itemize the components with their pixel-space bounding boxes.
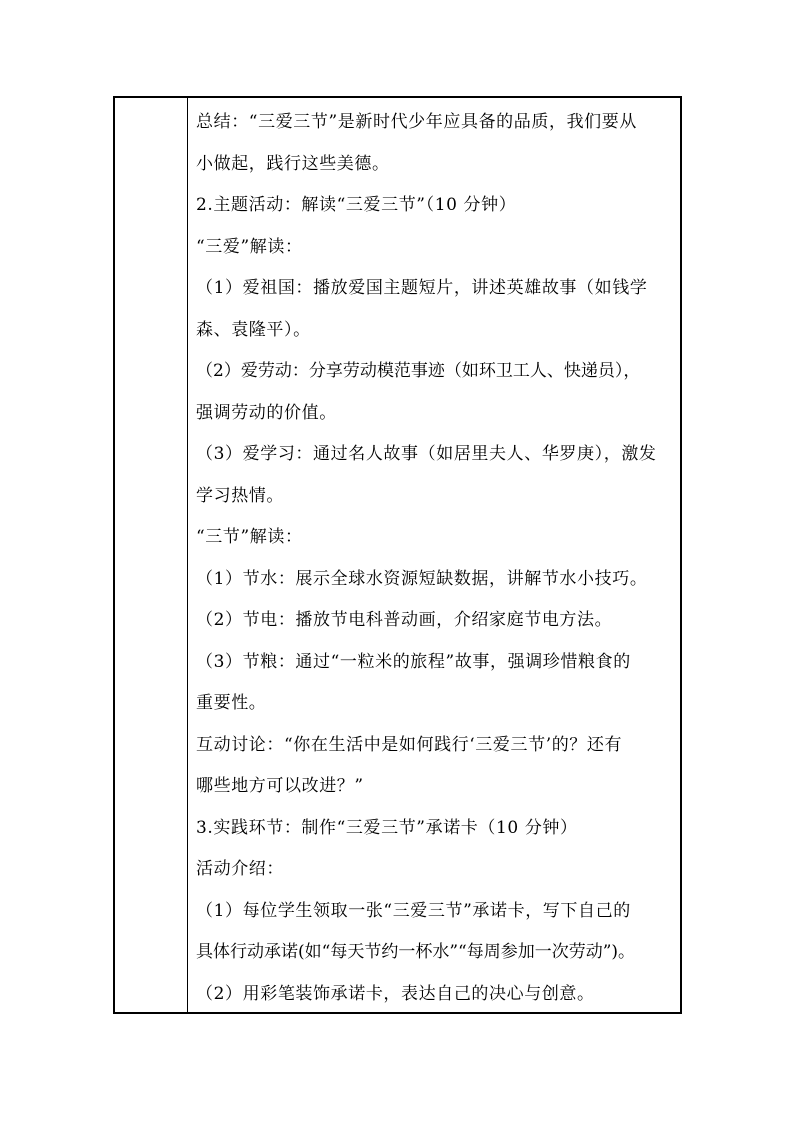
save-food-line-2: 重要性。 bbox=[196, 693, 267, 713]
discussion-line-2: 哪些地方可以改进？” bbox=[196, 776, 364, 796]
love-labor-line-2: 强调劳动的价值。 bbox=[196, 402, 337, 423]
section-heading-practice: 3.实践环节：制作“三爱三节”承诺卡（10 分钟） bbox=[196, 817, 578, 838]
table-left-cell bbox=[115, 98, 188, 1012]
activity-intro-heading: 活动介绍： bbox=[196, 859, 284, 879]
three-loves-heading: “三爱”解读： bbox=[196, 236, 303, 257]
discussion-line-1: 互动讨论：“你在生活中是如何践行‘三爱三节’的？还有 bbox=[196, 734, 623, 755]
summary-line-1: 总结：“三爱三节”是新时代少年应具备的品质，我们要从 bbox=[196, 112, 637, 132]
table-content-cell bbox=[188, 98, 680, 1012]
save-electricity-line: （2）节电：播放节电科普动画，介绍家庭节电方法。 bbox=[196, 610, 613, 630]
section-heading-theme-activity: 2.主题活动：解读“三爱三节”（10 分钟） bbox=[196, 195, 517, 215]
pledge-step-2-line: （2）用彩笔装饰承诺卡，表达自己的决心与创意。 bbox=[196, 983, 595, 1004]
save-food-line-1: （3）节粮：通过“一粒米的旅程”故事，强调珍惜粮食的 bbox=[196, 651, 631, 672]
love-country-line-2: 森、袁隆平）。 bbox=[196, 319, 311, 340]
summary-line-2: 小做起，践行这些美德。 bbox=[196, 153, 390, 174]
love-country-line-1: （1）爱祖国：播放爱国主题短片，讲述英雄故事（如钱学 bbox=[196, 278, 648, 298]
love-learning-line-1: （3）爱学习：通过名人故事（如居里夫人、华罗庚），激发 bbox=[196, 444, 657, 464]
save-water-line: （1）节水：展示全球水资源短缺数据，讲解节水小技巧。 bbox=[196, 568, 648, 589]
love-learning-line-2: 学习热情。 bbox=[196, 485, 284, 506]
pledge-step-1-line-1: （1）每位学生领取一张“三爱三节”承诺卡，写下自己的 bbox=[196, 900, 631, 921]
lesson-table bbox=[113, 96, 682, 1014]
love-labor-line-1: （2）爱劳动：分享劳动模范事迹（如环卫工人、快递员）， bbox=[196, 361, 641, 381]
three-savings-heading: “三节”解读： bbox=[196, 527, 303, 547]
pledge-step-1-line-2: 具体行动承诺(如“每天节约一杯水”“每周参加一次劳动”)。 bbox=[196, 942, 636, 962]
